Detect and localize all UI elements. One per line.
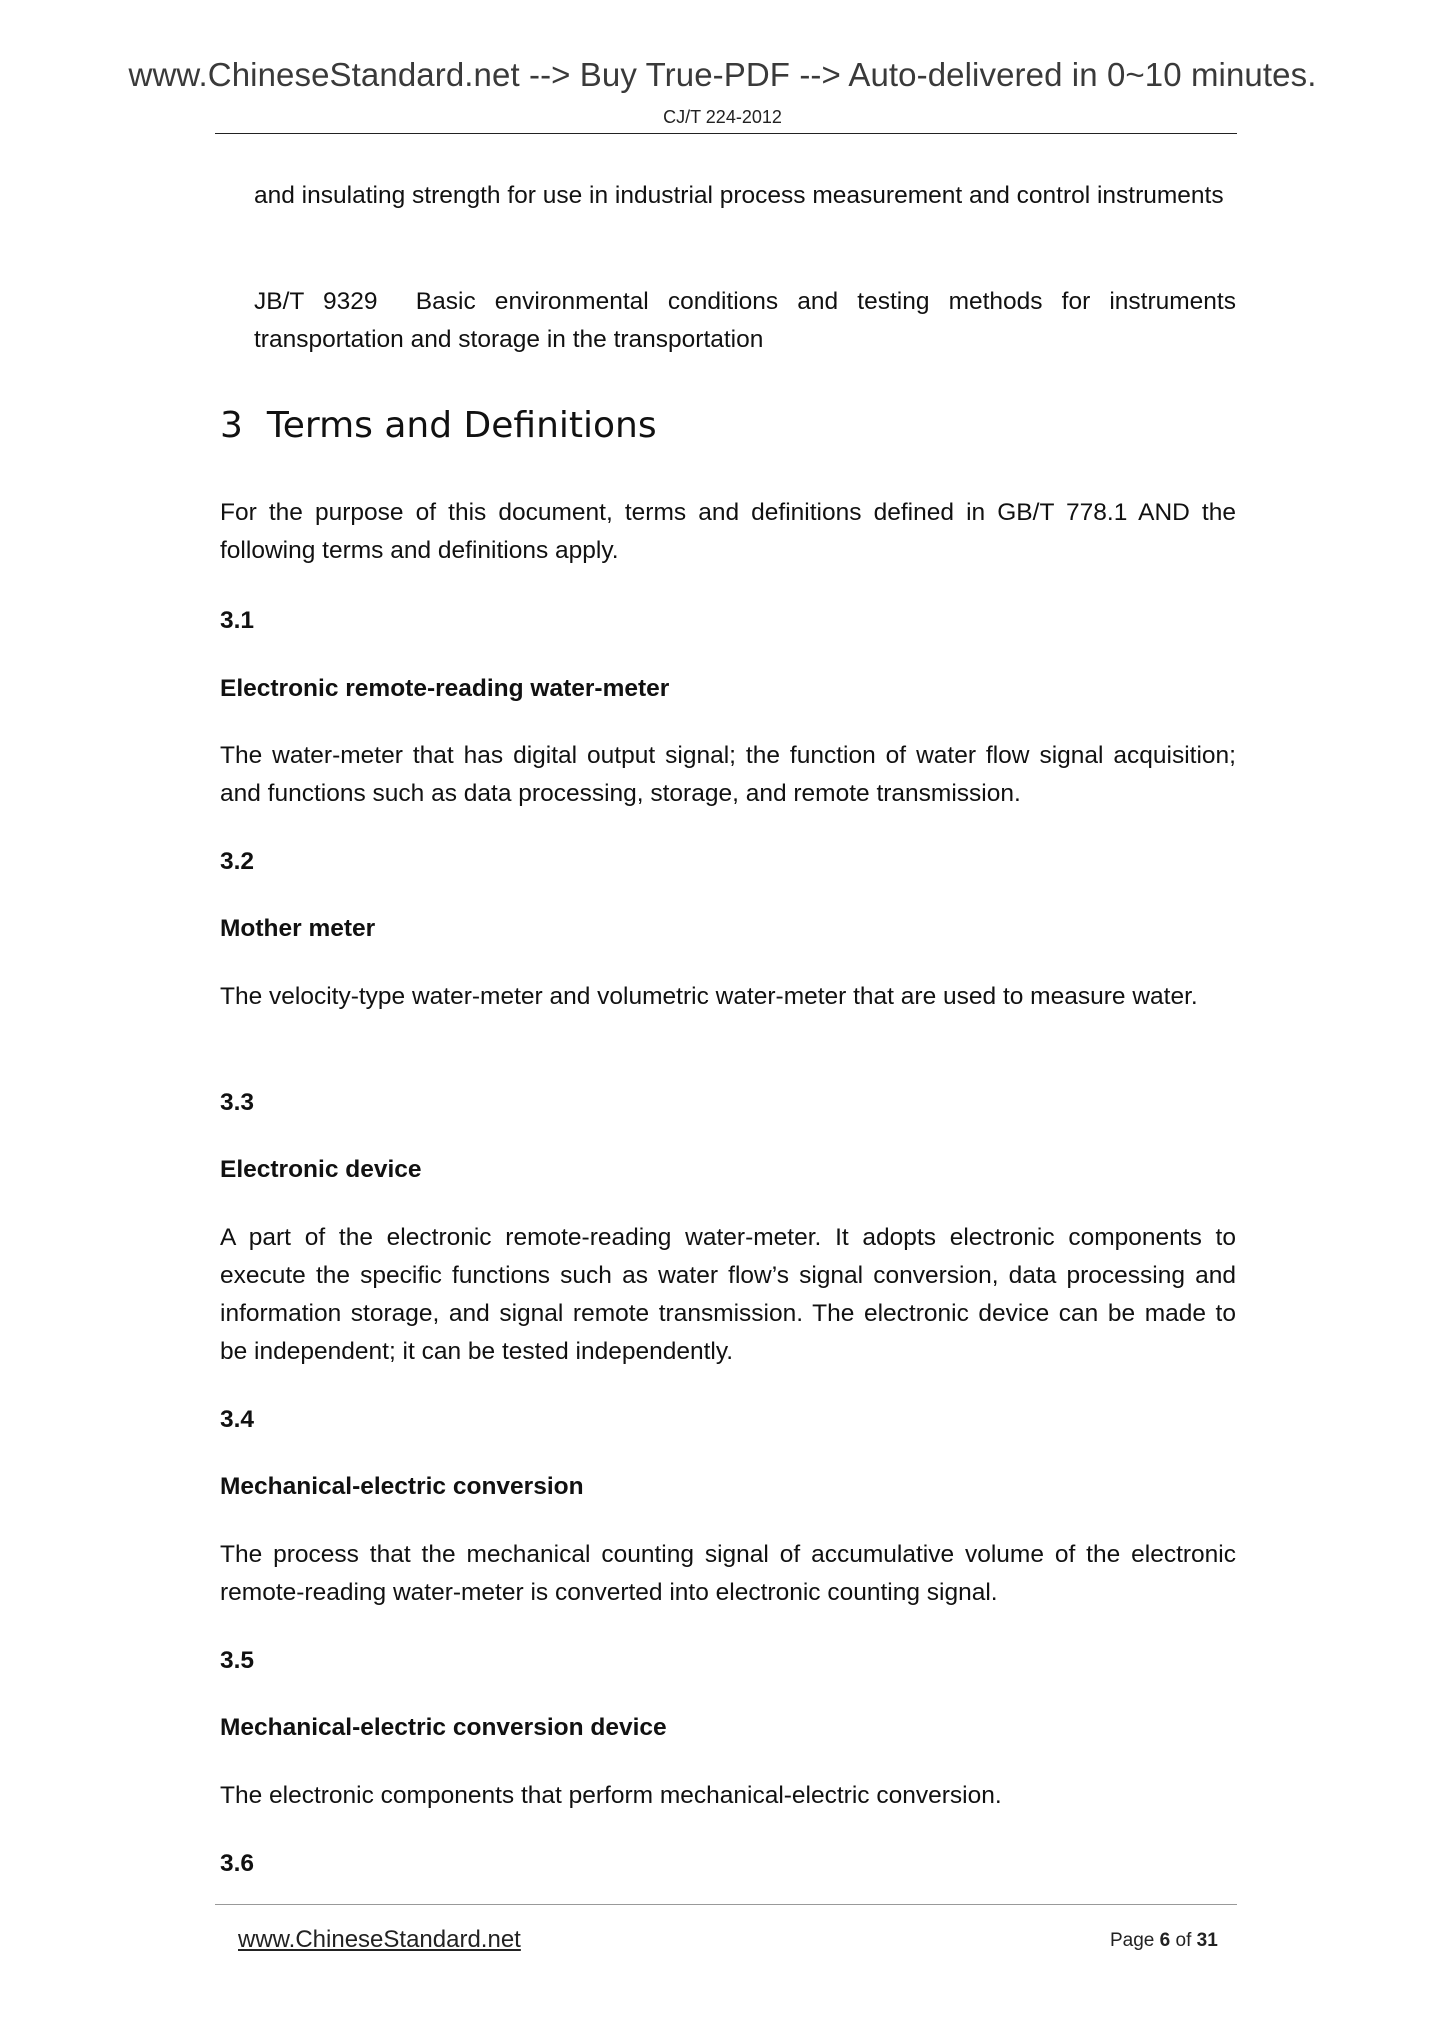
term-title: Electronic device (220, 1156, 422, 1183)
term-definition: The water-meter that has digital output signal; the function of water flow signal acquisition; and functions such as data processing, storage, and remote transmission. (220, 742, 1236, 807)
footer-divider (215, 1904, 1237, 1905)
term-number: 3.5 (220, 1647, 255, 1674)
reference-jbt-9329: JB/T 9329 Basic environmental conditions and testing methods for instruments transportation and storage in the transportation (254, 288, 1236, 353)
page-label: Page (1110, 1930, 1155, 1951)
page-current: 6 (1159, 1930, 1171, 1951)
term-title: Mechanical-electric conversion (220, 1473, 584, 1500)
term-definition: The process that the mechanical counting signal of accumulative volume of the electronic remote-reading water-meter is converted into electronic counting signal. (220, 1541, 1236, 1606)
reference-continuation: and insulating strength for use in industrial process measurement and control instruments (254, 182, 1224, 209)
section-heading (220, 405, 657, 446)
section-intro: For the purpose of this document, terms and definitions defined in GB/T 778.1 AND the following terms and definitions apply. (220, 499, 1236, 564)
footer-website-link[interactable]: www.ChineseStandard.net (238, 1926, 521, 1953)
term-title: Mechanical-electric conversion device (220, 1714, 667, 1741)
header-divider (215, 133, 1237, 134)
term-number: 3.3 (220, 1089, 255, 1116)
term-number: 3.4 (220, 1406, 255, 1433)
page-indicator (1110, 1930, 1218, 1952)
promo-banner: www.ChineseStandard.net --> Buy True-PDF --> Auto-delivered in 0~10 minutes. (128, 56, 1317, 93)
term-number: 3.6 (220, 1850, 255, 1877)
section-title: Terms and Definitions (266, 405, 657, 446)
document-code: CJ/T 224-2012 (663, 107, 782, 127)
term-title: Electronic remote-reading water-meter (220, 675, 670, 702)
page-total: 31 (1196, 1930, 1218, 1951)
term-number: 3.1 (220, 607, 255, 634)
page-of: of (1175, 1930, 1192, 1951)
term-number: 3.2 (220, 848, 255, 875)
term-definition: The electronic components that perform mechanical-electric conversion. (220, 1782, 1002, 1809)
term-title: Mother meter (220, 915, 376, 942)
term-definition: A part of the electronic remote-reading water-meter. It adopts electronic components to execute the specific functions such as water flow’s signal conversion, data processing and information storage, and signal remote transmission. The electronic device can be made to be independent; it can be tested independently. (220, 1224, 1236, 1365)
section-number: 3 (220, 405, 243, 446)
term-definition: The velocity-type water-meter and volumetric water-meter that are used to measure water. (220, 983, 1198, 1010)
